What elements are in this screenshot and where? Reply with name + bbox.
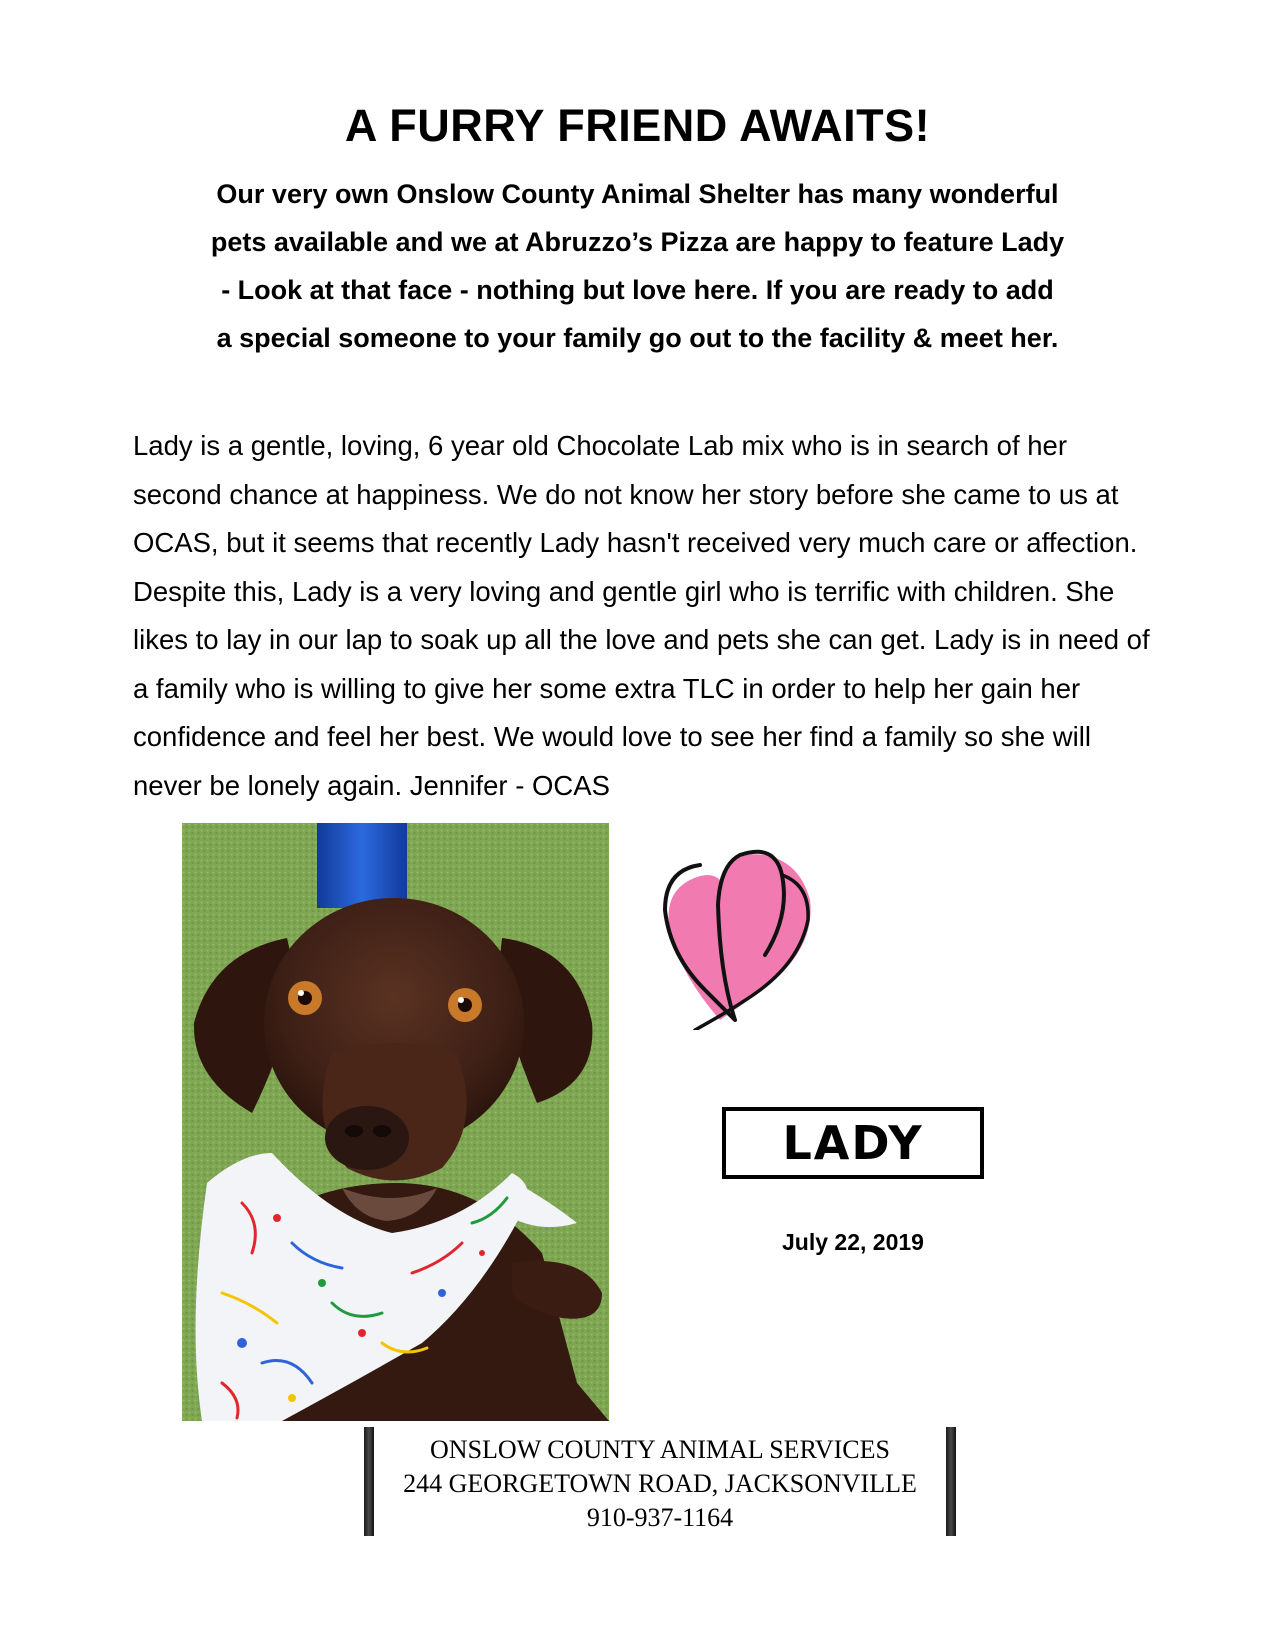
story-text: Lady is a gentle, loving, 6 year old Chocolate Lab mix who is in search of her second chance at happiness. We do not know her story before she came to us at OCAS, but it seems that recently Lady hasn't received very much care or affection. Despite this, Lady is a very loving and gentle girl who is terrific with children. She likes to lay in our lap to soak up all the love and pets she can get. Lady is in need of a family who is willing to give her some extra TLC in order to help her gain her confidence and feel her best. We would love to see her find a family so she will never be lonely again. Jennifer - OCAS — [133, 430, 1150, 801]
pet-name-box: LADY — [722, 1107, 984, 1179]
footer-left-bar — [364, 1427, 374, 1536]
dog-photo — [182, 823, 609, 1421]
heart-icon — [660, 840, 825, 1030]
footer-right-bar — [946, 1427, 956, 1536]
shelter-address: 244 GEORGETOWN ROAD, JACKSONVILLE — [403, 1469, 917, 1498]
date: July 22, 2019 — [782, 1229, 924, 1255]
shelter-name: ONSLOW COUNTY ANIMAL SERVICES — [430, 1435, 890, 1464]
shelter-phone: 910-937-1164 — [586, 1503, 734, 1532]
page-title: A FURRY FRIEND AWAITS! — [344, 100, 931, 151]
shelter-contact-box — [364, 1427, 956, 1536]
intro-text: Our very own Onslow County Animal Shelter has many wonderful pets available and we at Abruzzo’s Pizza are happy to feature Lady - Look at that face - nothing but love here. If you are ready to add a special someone to your family go out to the facility & meet her. — [210, 179, 1065, 353]
